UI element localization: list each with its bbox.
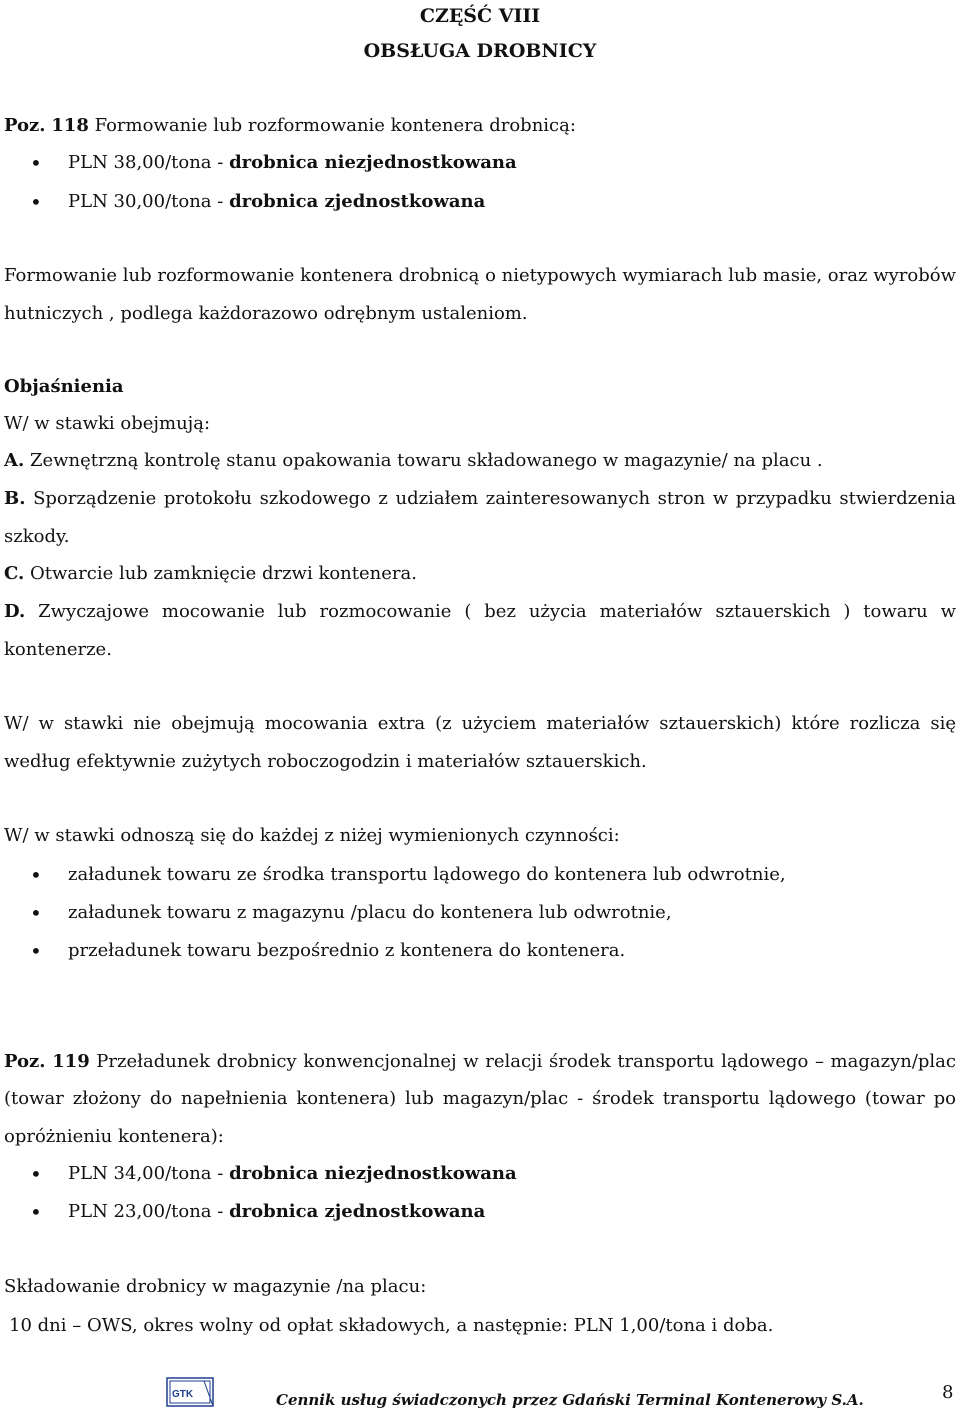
cargo-type: drobnica niezjednostkowana [229,1163,517,1184]
price: PLN 23,00/tona - [68,1201,230,1222]
bullet-icon [30,939,42,965]
item-letter: A. [4,450,25,471]
exclusion-line: według efektywnie zużytych roboczogodzin i materiałów sztauerskich. [4,751,647,772]
explanation-item [4,487,956,511]
bullet-icon [30,901,42,927]
pos-number: 118 [51,115,89,136]
price-item [68,1200,485,1224]
item-text-continued: kontenerze. [4,639,112,660]
activity-item: załadunek towaru ze środka transportu lądowego do kontenera lub odwrotnie, [68,864,786,885]
item-text: Zwyczajowe mocowanie lub rozmocowanie ( bez użycia materiałów sztauerskich ) towaru w [25,601,956,622]
explanation-item [4,600,956,624]
item-text: Otwarcie lub zamknięcie drzwi kontenera. [24,563,417,584]
note-line: hutniczych , podlega każdorazowo odrębnym ustaleniom. [4,303,528,324]
gtk-logo [166,1377,214,1407]
section-title: OBSŁUGA DROBNICY [363,40,597,62]
pos-label: Poz. [4,115,46,136]
cargo-type: drobnica niezjednostkowana [229,152,517,173]
activity-item: przeładunek towaru bezpośrednio z kontenera do kontenera. [68,940,626,961]
part-heading: CZĘŚĆ VIII [419,5,541,27]
item-letter: D. [4,601,26,622]
footer-text: Cennik usług świadczonych przez Gdański Terminal Kontenerowy S.A. [276,1391,864,1409]
pos-number: 119 [52,1051,90,1072]
item-text: Zewnętrzną kontrolę stanu opakowania towaru składowanego w magazynie/ na placu . [24,450,823,471]
applies-line: W/ w stawki odnoszą się do każdej z niżej wymienionych czynności: [4,825,620,846]
exclusion-line: W/ w stawki nie obejmują mocowania extra (z użyciem materiałów sztauerskich) które rozlicza się [4,713,956,734]
cargo-type: drobnica zjednostkowana [229,191,486,212]
price-item [68,151,517,175]
item-text-continued: szkody. [4,526,70,547]
explanations-heading: Objaśnienia [4,376,124,397]
bullet-icon [30,151,42,177]
cargo-type: drobnica zjednostkowana [229,1201,486,1222]
item-text: Sporządzenie protokołu szkodowego z udziałem zainteresowanych stron w przypadku stwierdzenia [25,488,956,509]
activity-item: załadunek towaru z magazynu /placu do kontenera lub odwrotnie, [68,902,672,923]
price: PLN 38,00/tona - [68,152,230,173]
bullet-icon [30,1162,42,1188]
svg-text:GTK: GTK [172,1389,194,1400]
item-letter: B. [4,488,26,509]
pos119-heading [4,1050,956,1074]
pos-description: Przeładunek drobnicy konwencjonalnej w relacji środek transportu lądowego – magazyn/plac [89,1051,956,1072]
bullet-icon [30,1200,42,1226]
note-line: Formowanie lub rozformowanie kontenera drobnicą o nietypowych wymiarach lub masie, oraz wyrobów [4,265,956,286]
price-item [68,1162,517,1186]
storage-heading: Składowanie drobnicy w magazynie /na placu: [4,1276,427,1297]
pos118-heading [4,114,576,138]
bullet-icon [30,190,42,216]
pos-description: Formowanie lub rozformowanie kontenera drobnicą: [88,115,576,136]
explanation-item [4,562,417,586]
price: PLN 30,00/tona - [68,191,230,212]
pos119-line: opróżnieniu kontenera): [4,1126,224,1147]
bullet-icon [30,863,42,889]
storage-text: 10 dni – OWS, okres wolny od opłat składowych, a następnie: PLN 1,00/tona i doba. [9,1315,774,1336]
price-item [68,190,485,214]
pos-label: Poz. [4,1051,46,1072]
price: PLN 34,00/tona - [68,1163,230,1184]
page-number: 8 [942,1382,954,1403]
explanation-item [4,449,823,473]
explanations-intro: W/ w stawki obejmują: [4,413,211,434]
item-letter: C. [4,563,25,584]
pos119-line: (towar złożony do napełnienia kontenera) lub magazyn/plac - środek transportu lądowego (towar po [4,1088,956,1109]
